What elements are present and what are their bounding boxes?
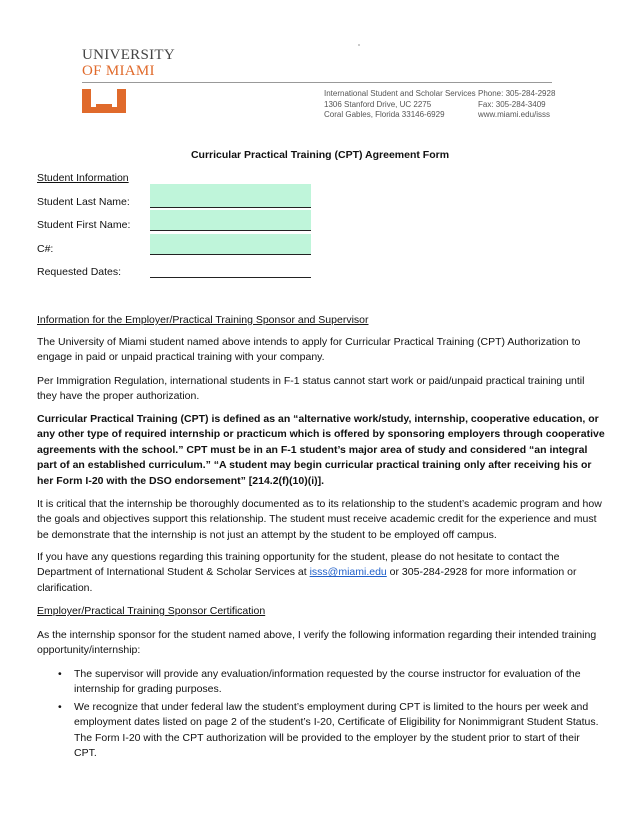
u-logo-icon [82,89,126,118]
office-line: 1306 Stanford Drive, UC 2275 [324,99,432,109]
university-name-line1: UNIVERSITY [82,47,175,63]
employer-section-heading: Information for the Employer/Practical Training Sponsor and Supervisor [37,314,369,326]
office-line: Coral Gables, Florida 33146-6929 [324,110,445,119]
contact-website: www.miami.edu/isss [478,110,551,119]
requested-dates-label: Requested Dates: [37,266,122,278]
employer-paragraph-1: The University of Miami student named above intends to apply for Curricular Practical Training (CPT) Authorization to engage in paid or unpaid practical training with your company. [37,336,581,364]
certification-bullets [37,667,605,761]
last-name-field[interactable] [150,187,311,208]
employer-paragraph-4: It is critical that the internship be thoroughly documented as to its relationship to the student’s academic program and how the goals and objectives support this relationship. The student must receive academic credit for the experience and must be demonstrate that the internship is not just an attempt by the student to be employed off campus. [37,498,602,541]
bullet-text: The supervisor will provide any evaluation/information requested by the course instructor for evaluation of the internship for grading purposes. [74,668,581,696]
first-name-label: Student First Name: [37,219,131,231]
office-address [324,89,476,121]
isss-email-link[interactable]: isss@miami.edu [309,566,387,579]
c-number-label: C#: [37,243,54,255]
form-title: Curricular Practical Training (CPT) Agreement Form [190,149,450,161]
contact-text-before: If you have any questions regarding this training opportunity for the student, please do not hesitate to contact the Department of International Student & Scholar Services at [37,551,560,579]
contact-phone: Phone: 305-284-2928 [478,89,556,98]
student-info-heading: Student Information [37,172,129,184]
employer-paragraph-2: Per Immigration Regulation, international students in F-1 status cannot start work or paid/unpaid practical training until they have the proper authorization. [37,375,585,403]
list-item [37,667,605,698]
university-name-line2: OF MIAMI [82,63,155,79]
header-dot [358,44,360,46]
requested-dates-field[interactable] [150,257,311,278]
certification-heading: Employer/Practical Training Sponsor Certification [37,605,266,617]
contact-text-after: or 305-284-2928 for more information or clarification. [37,566,577,594]
contact-paragraph [37,550,605,596]
office-line: International Student and Scholar Services [324,89,476,98]
cpt-definition-paragraph [37,412,605,489]
c-number-field[interactable] [150,234,311,255]
last-name-label: Student Last Name: [37,196,130,208]
contact-fax: Fax: 305-284-3409 [478,99,546,109]
bullet-text: We recognize that under federal law the student’s employment during CPT is limited to the hours per week and employment dates listed on page 2 of the student’s I-20, Certificate of Eligibility for Nonimmigrant Student Status. The Form I-20 with the CPT authorization will be provided to the employer by the student prior to start of their CPT. [74,700,599,760]
first-name-field[interactable] [150,210,311,231]
office-contact [478,89,555,121]
header-divider [82,82,552,83]
list-item [37,700,605,762]
bullet-icon: • [58,700,62,713]
cpt-definition-text: Curricular Practical Training (CPT) is defined as an “alternative work/study, internship, cooperative education, or any other type of required internship or practicum which is offered by sponsoring employers through cooperative agreements with the school.” CPT must be in an F-1 student’s major area of study and considered “an integral part of an established curriculum.” “A student may begin curricular practical training only after receiving his or her Form I-20 with the DSO endorsement” [214.2(f)(10)(i)]. [37,413,605,487]
bullet-icon: • [58,668,62,680]
certification-intro: As the internship sponsor for the student named above, I verify the following information regarding their intended training opportunity/internship: [37,629,597,657]
